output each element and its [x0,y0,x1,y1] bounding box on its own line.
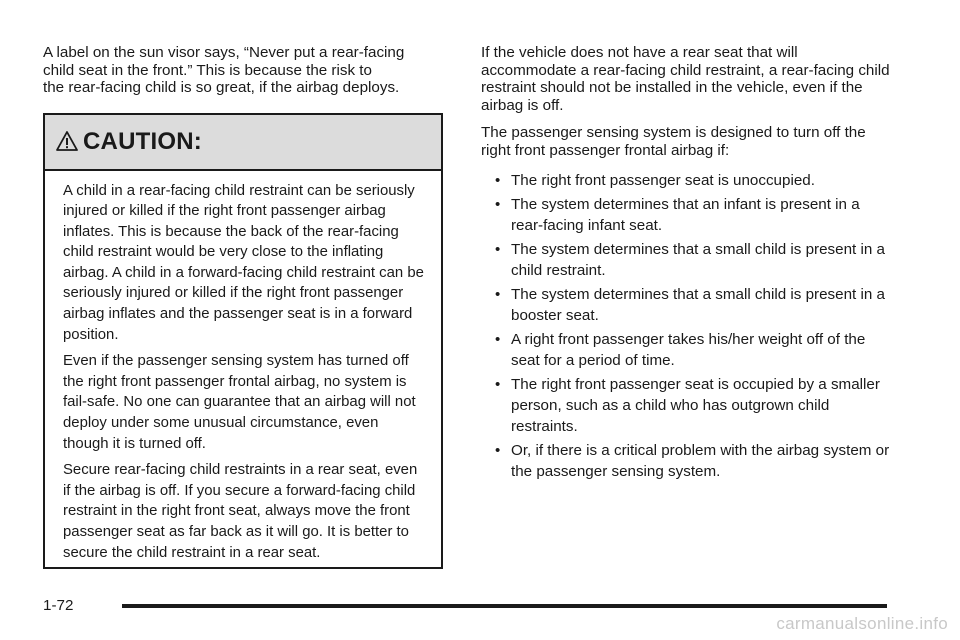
bullet-icon: • [495,330,501,348]
list-item-text: Or, if there is a critical problem with the airbag system or the passenger sensing system. [511,441,890,480]
body-paragraph: The passenger sensing system is designed to turn off the right front passenger frontal airbag if: [481,124,866,159]
list-item [481,440,891,482]
list-item-text: The right front passenger seat is occupied by a smaller person, such as a child who has outgrown child restraints. [511,375,880,435]
page-footer [43,596,887,620]
footer-rule [122,604,887,608]
caution-paragraph: Secure rear-facing child restraints in a rear seat, even if the airbag is off. If you secure a forward-facing child restraint in the right front seat, always move the front passenger seat as far back as it will go. It is better to secure the child restraint in a rear seat. [63,462,418,561]
list-item-text: The system determines that a small child is present in a booster seat. [511,285,885,324]
left-column [43,44,447,569]
list-item [481,329,891,371]
list-item-text: A right front passenger takes his/her weight off of the seat for a period of time. [511,330,866,369]
list-item [481,374,891,437]
watermark[interactable]: carmanualsonline.info [776,614,948,633]
bullet-icon: • [495,285,501,303]
right-column [481,44,891,485]
caution-box [43,113,443,569]
bullet-icon: • [495,171,501,189]
list-item [481,194,891,236]
list-item [481,170,891,191]
caution-body [45,171,441,564]
caution-header [45,115,441,171]
list-item [481,239,891,281]
list-item-text: The system determines that a small child is present in a child restraint. [511,240,885,279]
page-number: 1-72 [43,597,74,614]
body-paragraph: If the vehicle does not have a rear seat that will accommodate a rear-facing child restraint, a rear-facing child restraint should not be installed in the vehicle, even if the airbag is off. [481,44,890,114]
caution-paragraph: Even if the passenger sensing system has turned off the right front passenger frontal airbag, no system is fail-safe. No one can guarantee that an airbag will not deploy under some unusual circumstance, even though it is turned off. [63,353,416,452]
list-item-text: The right front passenger seat is unoccupied. [511,171,815,189]
intro-paragraph: A label on the sun visor says, “Never put a rear-facing child seat in the front.” This is because the risk to the rear-facing child is so great, if the airbag deploys. [43,44,405,96]
caution-title: CAUTION: [83,127,202,155]
warning-triangle-icon [56,130,78,152]
list-item-text: The system determines that an infant is present in a rear-facing infant seat. [511,195,860,234]
caution-paragraph: A child in a rear-facing child restraint can be seriously injured or killed if the right front passenger airbag inflates. This is because the back of the rear-facing child restraint would be very close to the inflating airbag. A child in a forward-facing child restraint can be seriously injured or killed if the right front passenger airbag inflates and the passenger seat is in a forward position. [63,182,424,343]
bullet-icon: • [495,195,501,213]
bullet-list [481,170,891,482]
list-item [481,284,891,326]
bullet-icon: • [495,375,501,393]
bullet-icon: • [495,240,501,258]
bullet-icon: • [495,441,501,459]
